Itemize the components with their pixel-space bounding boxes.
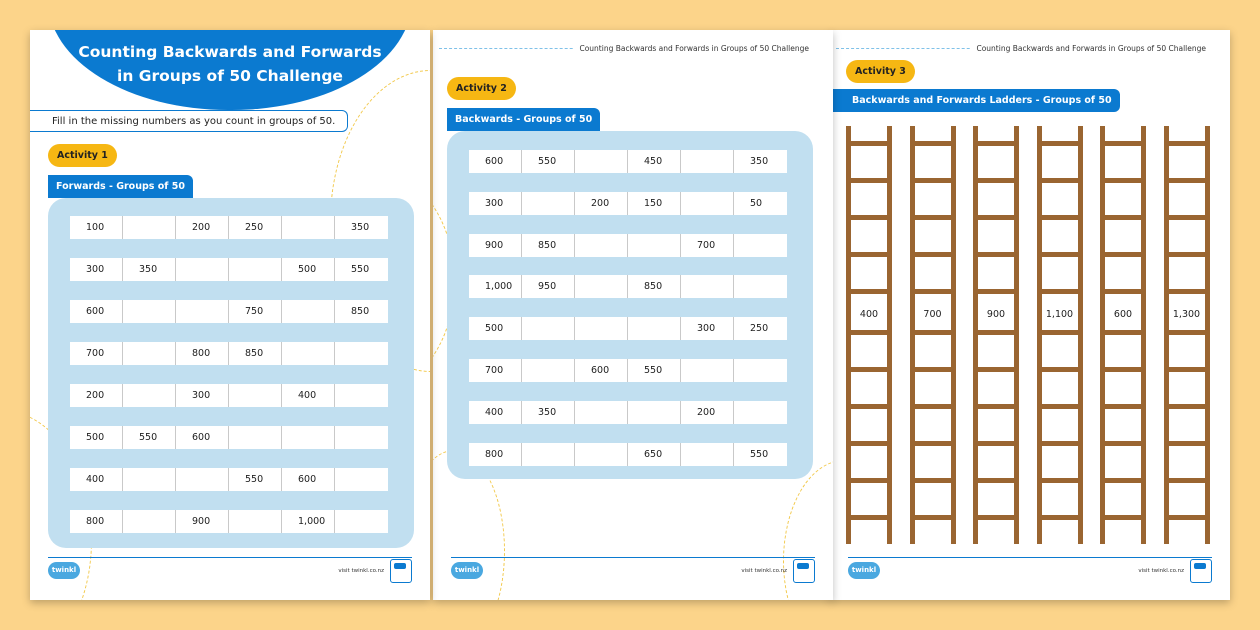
number-cell[interactable]: 550 bbox=[335, 258, 388, 281]
ladder-rung bbox=[846, 141, 892, 146]
number-cell[interactable]: 600 bbox=[176, 426, 229, 449]
ladder bbox=[1037, 126, 1083, 544]
table-row bbox=[70, 510, 388, 533]
number-cell[interactable]: 300 bbox=[469, 192, 522, 215]
number-cell[interactable]: 850 bbox=[335, 300, 388, 323]
ladder-rung bbox=[846, 178, 892, 183]
table-row bbox=[70, 342, 388, 365]
table-row bbox=[70, 216, 388, 239]
section-title-ladders: Backwards and Forwards Ladders - Groups of 50 bbox=[830, 89, 1120, 112]
number-cell[interactable]: 800 bbox=[70, 510, 123, 533]
ladder-rung bbox=[1164, 215, 1210, 220]
number-cell[interactable]: 350 bbox=[734, 150, 787, 173]
number-cell[interactable]: 200 bbox=[575, 192, 628, 215]
ladder-rung bbox=[910, 330, 956, 335]
number-cell[interactable]: 900 bbox=[176, 510, 229, 533]
number-cell[interactable] bbox=[681, 192, 734, 215]
ladder-value[interactable]: 700 bbox=[915, 304, 951, 326]
number-cell[interactable] bbox=[734, 275, 787, 298]
ladder-rung bbox=[1037, 404, 1083, 409]
ladder-rung bbox=[1037, 141, 1083, 146]
visit-link[interactable]: visit twinkl.co.nz bbox=[741, 568, 787, 574]
title-line-1: Counting Backwards and Forwards bbox=[78, 43, 382, 61]
number-cell[interactable] bbox=[628, 234, 681, 257]
number-cell[interactable] bbox=[176, 468, 229, 491]
ladder-rung bbox=[973, 367, 1019, 372]
title-line-2: in Groups of 50 Challenge bbox=[117, 67, 343, 85]
quality-badge-icon bbox=[390, 559, 412, 583]
number-cell[interactable] bbox=[229, 510, 282, 533]
ladder-value[interactable]: 1,100 bbox=[1042, 304, 1078, 326]
number-cell[interactable] bbox=[335, 342, 388, 365]
ladder-rung bbox=[1100, 515, 1146, 520]
number-cell[interactable] bbox=[335, 468, 388, 491]
number-cell[interactable]: 550 bbox=[123, 426, 176, 449]
ladder-rung bbox=[1037, 178, 1083, 183]
activity-2-label: Activity 2 bbox=[447, 77, 516, 100]
ladder-rung bbox=[973, 441, 1019, 446]
ladder bbox=[1100, 126, 1146, 544]
ladder-rung bbox=[910, 178, 956, 183]
number-cell[interactable] bbox=[123, 510, 176, 533]
number-cell[interactable]: 900 bbox=[469, 234, 522, 257]
ladder bbox=[846, 126, 892, 544]
ladder-rung bbox=[1164, 367, 1210, 372]
ladder-value[interactable]: 1,300 bbox=[1169, 304, 1205, 326]
number-cell[interactable] bbox=[734, 401, 787, 424]
number-cell[interactable]: 350 bbox=[335, 216, 388, 239]
ladder-rung bbox=[910, 141, 956, 146]
number-cell[interactable] bbox=[575, 317, 628, 340]
table-row bbox=[469, 317, 787, 340]
ladder-rung bbox=[1164, 289, 1210, 294]
ladder-rung bbox=[846, 215, 892, 220]
ladder-rung bbox=[1037, 215, 1083, 220]
number-cell[interactable] bbox=[575, 401, 628, 424]
number-cell[interactable] bbox=[176, 300, 229, 323]
ladder-rung bbox=[1164, 141, 1210, 146]
number-cell[interactable] bbox=[575, 150, 628, 173]
number-cell[interactable]: 950 bbox=[522, 275, 575, 298]
ladder-rung bbox=[973, 252, 1019, 257]
number-cell[interactable] bbox=[176, 258, 229, 281]
number-cell[interactable] bbox=[575, 443, 628, 466]
ladder-rung bbox=[910, 252, 956, 257]
ladder-rung bbox=[1164, 515, 1210, 520]
number-cell[interactable]: 650 bbox=[628, 443, 681, 466]
section-title-backwards: Backwards - Groups of 50 bbox=[447, 108, 600, 131]
ladder-rung bbox=[910, 478, 956, 483]
ladder-rung bbox=[846, 367, 892, 372]
worksheet-page-1 bbox=[30, 30, 430, 600]
ladder bbox=[973, 126, 1019, 544]
ladder-value[interactable]: 600 bbox=[1105, 304, 1141, 326]
number-cell[interactable]: 700 bbox=[469, 359, 522, 382]
ladder-rung bbox=[910, 289, 956, 294]
ladder-rung bbox=[1100, 141, 1146, 146]
number-cell[interactable] bbox=[628, 317, 681, 340]
ladder-rung bbox=[910, 515, 956, 520]
ladder-rung bbox=[846, 289, 892, 294]
number-cell[interactable]: 150 bbox=[628, 192, 681, 215]
number-cell[interactable]: 50 bbox=[734, 192, 787, 215]
number-cell[interactable] bbox=[282, 300, 335, 323]
table-row bbox=[469, 275, 787, 298]
number-cell[interactable]: 850 bbox=[628, 275, 681, 298]
number-cell[interactable] bbox=[123, 300, 176, 323]
number-cell[interactable] bbox=[734, 359, 787, 382]
table-row bbox=[70, 258, 388, 281]
number-cell[interactable]: 600 bbox=[282, 468, 335, 491]
number-cell[interactable]: 400 bbox=[282, 384, 335, 407]
number-cell[interactable]: 500 bbox=[70, 426, 123, 449]
number-cell[interactable]: 750 bbox=[229, 300, 282, 323]
number-cell[interactable] bbox=[229, 384, 282, 407]
section-title-forwards: Forwards - Groups of 50 bbox=[48, 175, 193, 198]
number-cell[interactable] bbox=[628, 401, 681, 424]
number-cell[interactable]: 350 bbox=[123, 258, 176, 281]
table-row bbox=[70, 384, 388, 407]
table-row bbox=[469, 359, 787, 382]
number-cell[interactable] bbox=[681, 443, 734, 466]
number-cell[interactable] bbox=[282, 216, 335, 239]
ladder-rung bbox=[1037, 441, 1083, 446]
visit-link[interactable]: visit twinkl.co.nz bbox=[338, 568, 384, 574]
number-cell[interactable]: 400 bbox=[70, 468, 123, 491]
number-cell[interactable] bbox=[282, 426, 335, 449]
ladder-rung bbox=[973, 289, 1019, 294]
ladder-rung bbox=[846, 515, 892, 520]
ladder-rung bbox=[973, 141, 1019, 146]
number-cell[interactable] bbox=[123, 342, 176, 365]
number-cell[interactable]: 600 bbox=[469, 150, 522, 173]
ladder-rung bbox=[1164, 252, 1210, 257]
ladder-rung bbox=[1100, 252, 1146, 257]
activity-1-label: Activity 1 bbox=[48, 144, 117, 167]
number-cell[interactable]: 550 bbox=[229, 468, 282, 491]
number-cell[interactable] bbox=[681, 275, 734, 298]
ladder-rung bbox=[973, 478, 1019, 483]
ladder-rung bbox=[1164, 404, 1210, 409]
ladder-rung bbox=[1100, 178, 1146, 183]
ladder-rung bbox=[973, 178, 1019, 183]
number-cell[interactable]: 350 bbox=[522, 401, 575, 424]
activity-3-label: Activity 3 bbox=[846, 60, 915, 83]
number-cell[interactable]: 700 bbox=[681, 234, 734, 257]
ladder-rung bbox=[910, 441, 956, 446]
ladder-rung bbox=[846, 478, 892, 483]
table-row bbox=[469, 150, 787, 173]
number-cell[interactable] bbox=[335, 510, 388, 533]
ladder-rung bbox=[1164, 478, 1210, 483]
number-cell[interactable]: 600 bbox=[70, 300, 123, 323]
page-header: Counting Backwards and Forwards in Groups of 50 Challenge bbox=[573, 44, 809, 53]
table-row bbox=[70, 468, 388, 491]
ladder-rung bbox=[973, 215, 1019, 220]
ladder-rung bbox=[846, 404, 892, 409]
ladder-rung bbox=[1164, 178, 1210, 183]
number-cell[interactable] bbox=[522, 359, 575, 382]
page-title bbox=[48, 30, 412, 110]
ladder-rung bbox=[973, 404, 1019, 409]
table-row bbox=[469, 401, 787, 424]
number-cell[interactable]: 300 bbox=[176, 384, 229, 407]
forwards-table-panel bbox=[48, 198, 414, 548]
number-cell[interactable]: 700 bbox=[70, 342, 123, 365]
number-cell[interactable]: 550 bbox=[522, 150, 575, 173]
number-cell[interactable]: 500 bbox=[469, 317, 522, 340]
ladder-rung bbox=[910, 404, 956, 409]
number-cell[interactable] bbox=[335, 384, 388, 407]
ladder-rung bbox=[1037, 289, 1083, 294]
instruction-text: Fill in the missing numbers as you count in groups of 50. bbox=[30, 110, 348, 132]
number-cell[interactable]: 500 bbox=[282, 258, 335, 281]
footer-divider bbox=[848, 557, 1212, 558]
number-cell[interactable]: 600 bbox=[575, 359, 628, 382]
ladder-rung bbox=[1100, 215, 1146, 220]
quality-badge-icon bbox=[1190, 559, 1212, 583]
number-cell[interactable] bbox=[522, 192, 575, 215]
ladder-rung bbox=[1100, 478, 1146, 483]
ladder-rung bbox=[1100, 404, 1146, 409]
number-cell[interactable]: 100 bbox=[70, 216, 123, 239]
number-cell[interactable] bbox=[681, 359, 734, 382]
number-cell[interactable]: 800 bbox=[176, 342, 229, 365]
number-cell[interactable] bbox=[282, 342, 335, 365]
number-cell[interactable]: 300 bbox=[70, 258, 123, 281]
backwards-table-panel bbox=[447, 131, 813, 479]
number-cell[interactable] bbox=[681, 150, 734, 173]
number-cell[interactable]: 400 bbox=[469, 401, 522, 424]
ladder-rung bbox=[846, 441, 892, 446]
number-cell[interactable] bbox=[522, 443, 575, 466]
table-row bbox=[70, 426, 388, 449]
page-header: Counting Backwards and Forwards in Groups of 50 Challenge bbox=[970, 44, 1206, 53]
table-row bbox=[469, 192, 787, 215]
number-cell[interactable]: 200 bbox=[176, 216, 229, 239]
footer-divider bbox=[451, 557, 815, 558]
number-cell[interactable] bbox=[734, 234, 787, 257]
number-cell[interactable] bbox=[522, 317, 575, 340]
number-cell[interactable] bbox=[229, 426, 282, 449]
number-cell[interactable]: 1,000 bbox=[282, 510, 335, 533]
ladder bbox=[1164, 126, 1210, 544]
twinkl-logo: twinkl bbox=[848, 562, 880, 579]
number-cell[interactable] bbox=[335, 426, 388, 449]
ladder-rung bbox=[973, 515, 1019, 520]
ladder-rung bbox=[1037, 330, 1083, 335]
ladder-rung bbox=[1037, 252, 1083, 257]
ladder-rung bbox=[1100, 330, 1146, 335]
worksheet-page-2 bbox=[433, 30, 833, 600]
ladder-value[interactable]: 900 bbox=[978, 304, 1014, 326]
twinkl-logo: twinkl bbox=[48, 562, 80, 579]
twinkl-logo: twinkl bbox=[451, 562, 483, 579]
number-cell[interactable] bbox=[575, 275, 628, 298]
number-cell[interactable] bbox=[575, 234, 628, 257]
ladder-rung bbox=[846, 252, 892, 257]
number-cell[interactable] bbox=[123, 468, 176, 491]
number-cell[interactable]: 550 bbox=[734, 443, 787, 466]
quality-badge-icon bbox=[793, 559, 815, 583]
number-cell[interactable]: 250 bbox=[734, 317, 787, 340]
table-row bbox=[70, 300, 388, 323]
ladder-rung bbox=[1100, 441, 1146, 446]
ladder-rung bbox=[1037, 515, 1083, 520]
ladder-rung bbox=[1164, 330, 1210, 335]
number-cell[interactable]: 200 bbox=[681, 401, 734, 424]
number-cell[interactable]: 1,000 bbox=[469, 275, 522, 298]
ladder bbox=[910, 126, 956, 544]
number-cell[interactable] bbox=[123, 216, 176, 239]
number-cell[interactable] bbox=[123, 384, 176, 407]
ladder-rung bbox=[1037, 367, 1083, 372]
table-row bbox=[469, 443, 787, 466]
ladder-rung bbox=[1100, 367, 1146, 372]
worksheet-page-3 bbox=[830, 30, 1230, 600]
footer-divider bbox=[48, 557, 412, 558]
number-cell[interactable]: 250 bbox=[229, 216, 282, 239]
visit-link[interactable]: visit twinkl.co.nz bbox=[1138, 568, 1184, 574]
number-cell[interactable]: 550 bbox=[628, 359, 681, 382]
ladder-rung bbox=[910, 215, 956, 220]
ladder-rung bbox=[1100, 289, 1146, 294]
number-cell[interactable] bbox=[229, 258, 282, 281]
number-cell[interactable]: 450 bbox=[628, 150, 681, 173]
ladder-value[interactable]: 400 bbox=[851, 304, 887, 326]
ladder-rung bbox=[910, 367, 956, 372]
number-cell[interactable]: 300 bbox=[681, 317, 734, 340]
ladder-rung bbox=[973, 330, 1019, 335]
table-row bbox=[469, 234, 787, 257]
ladder-rung bbox=[1164, 441, 1210, 446]
number-cell[interactable]: 850 bbox=[229, 342, 282, 365]
ladder-rung bbox=[846, 330, 892, 335]
number-cell[interactable]: 200 bbox=[70, 384, 123, 407]
ladder-rung bbox=[1037, 478, 1083, 483]
number-cell[interactable]: 850 bbox=[522, 234, 575, 257]
number-cell[interactable]: 800 bbox=[469, 443, 522, 466]
